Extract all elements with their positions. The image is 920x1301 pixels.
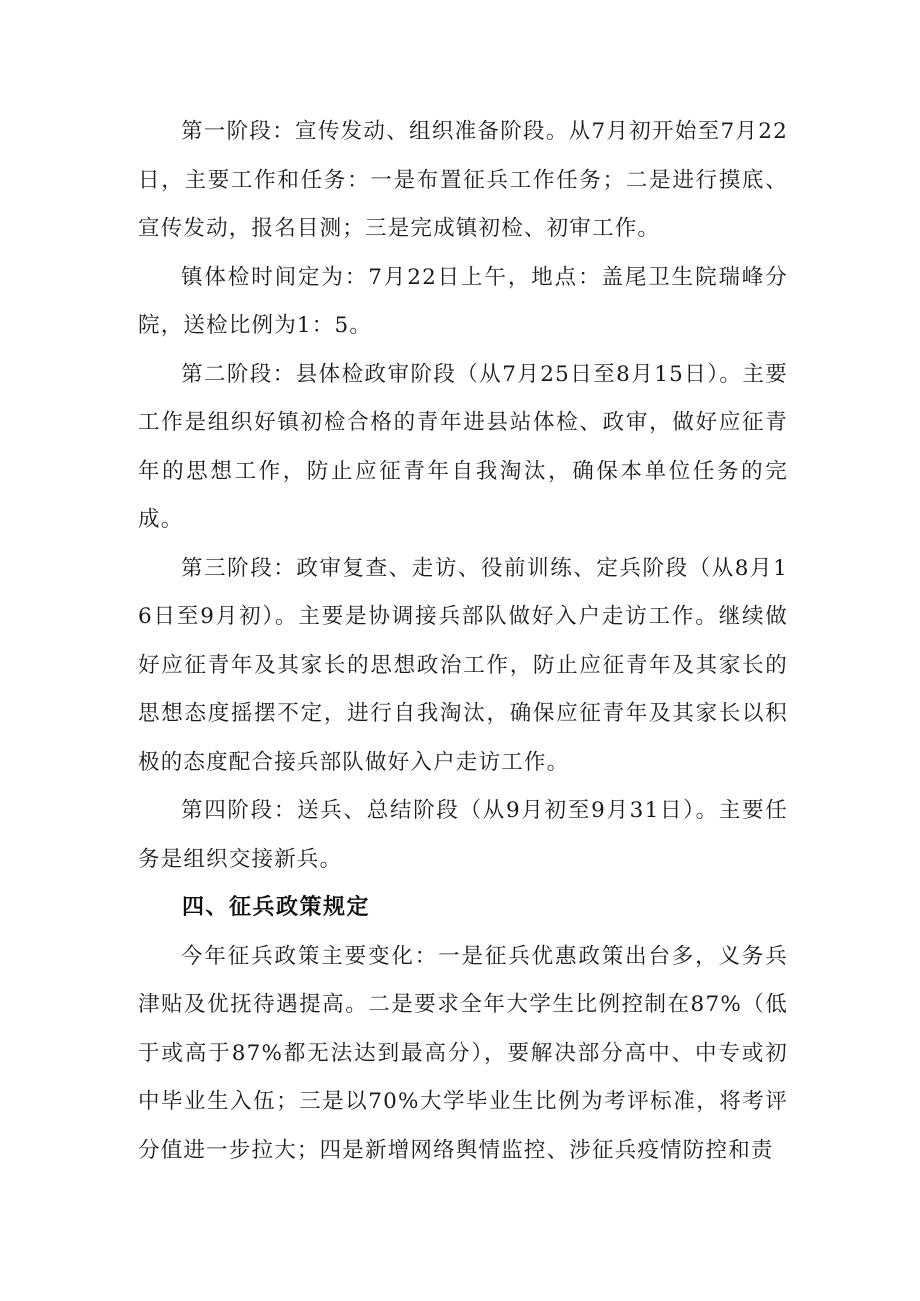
document-body — [138, 108, 788, 1175]
paragraph-stage-four: 第四阶段：送兵、总结阶段（从9月初至9月31日）。主要任务是组织交接新兵。 — [138, 798, 788, 872]
paragraph-stage-three: 第三阶段：政审复查、走访、役前训练、定兵阶段（从8月16日至9月初）。主要是协调接兵部队做好入户走访工作。继续做好应征青年及其家长的思想政治工作，防止应征青年及其家长的思想态度摇摆不定，进行自我淘汰，确保应征青年及其家长以积极的态度配合接兵部队做好入户走访工作。 — [138, 555, 788, 775]
paragraph-town-exam: 镇体检时间定为：7月22日上午，地点：盖尾卫生院瑞峰分院，送检比例为1：5。 — [138, 264, 788, 338]
paragraph-stage-two: 第二阶段：县体检政审阶段（从7月25日至8月15日）。主要工作是组织好镇初检合格的青年进县站体检、政审，做好应征青年的思想工作，防止应征青年自我淘汰，确保本单位任务的完成。 — [138, 361, 788, 532]
section-heading: 四、征兵政策规定 — [182, 895, 371, 920]
paragraph-policy-changes: 今年征兵政策主要变化：一是征兵优惠政策出台多，义务兵津贴及优抚待遇提高。二是要求全年大学生比例控制在87%（低于或高于87%都无法达到最高分），要解决部分高中、中专或初中毕业生入伍；三是以70%大学毕业生比例为考评标准，将考评分值进一步拉大；四是新增网络舆情监控、涉征兵疫情防控和责 — [138, 943, 788, 1163]
paragraph-stage-one: 第一阶段：宣传发动、组织准备阶段。从7月初开始至7月22日，主要工作和任务：一是布置征兵工作任务；二是进行摸底、宣传发动，报名目测；三是完成镇初检、初审工作。 — [138, 119, 788, 241]
